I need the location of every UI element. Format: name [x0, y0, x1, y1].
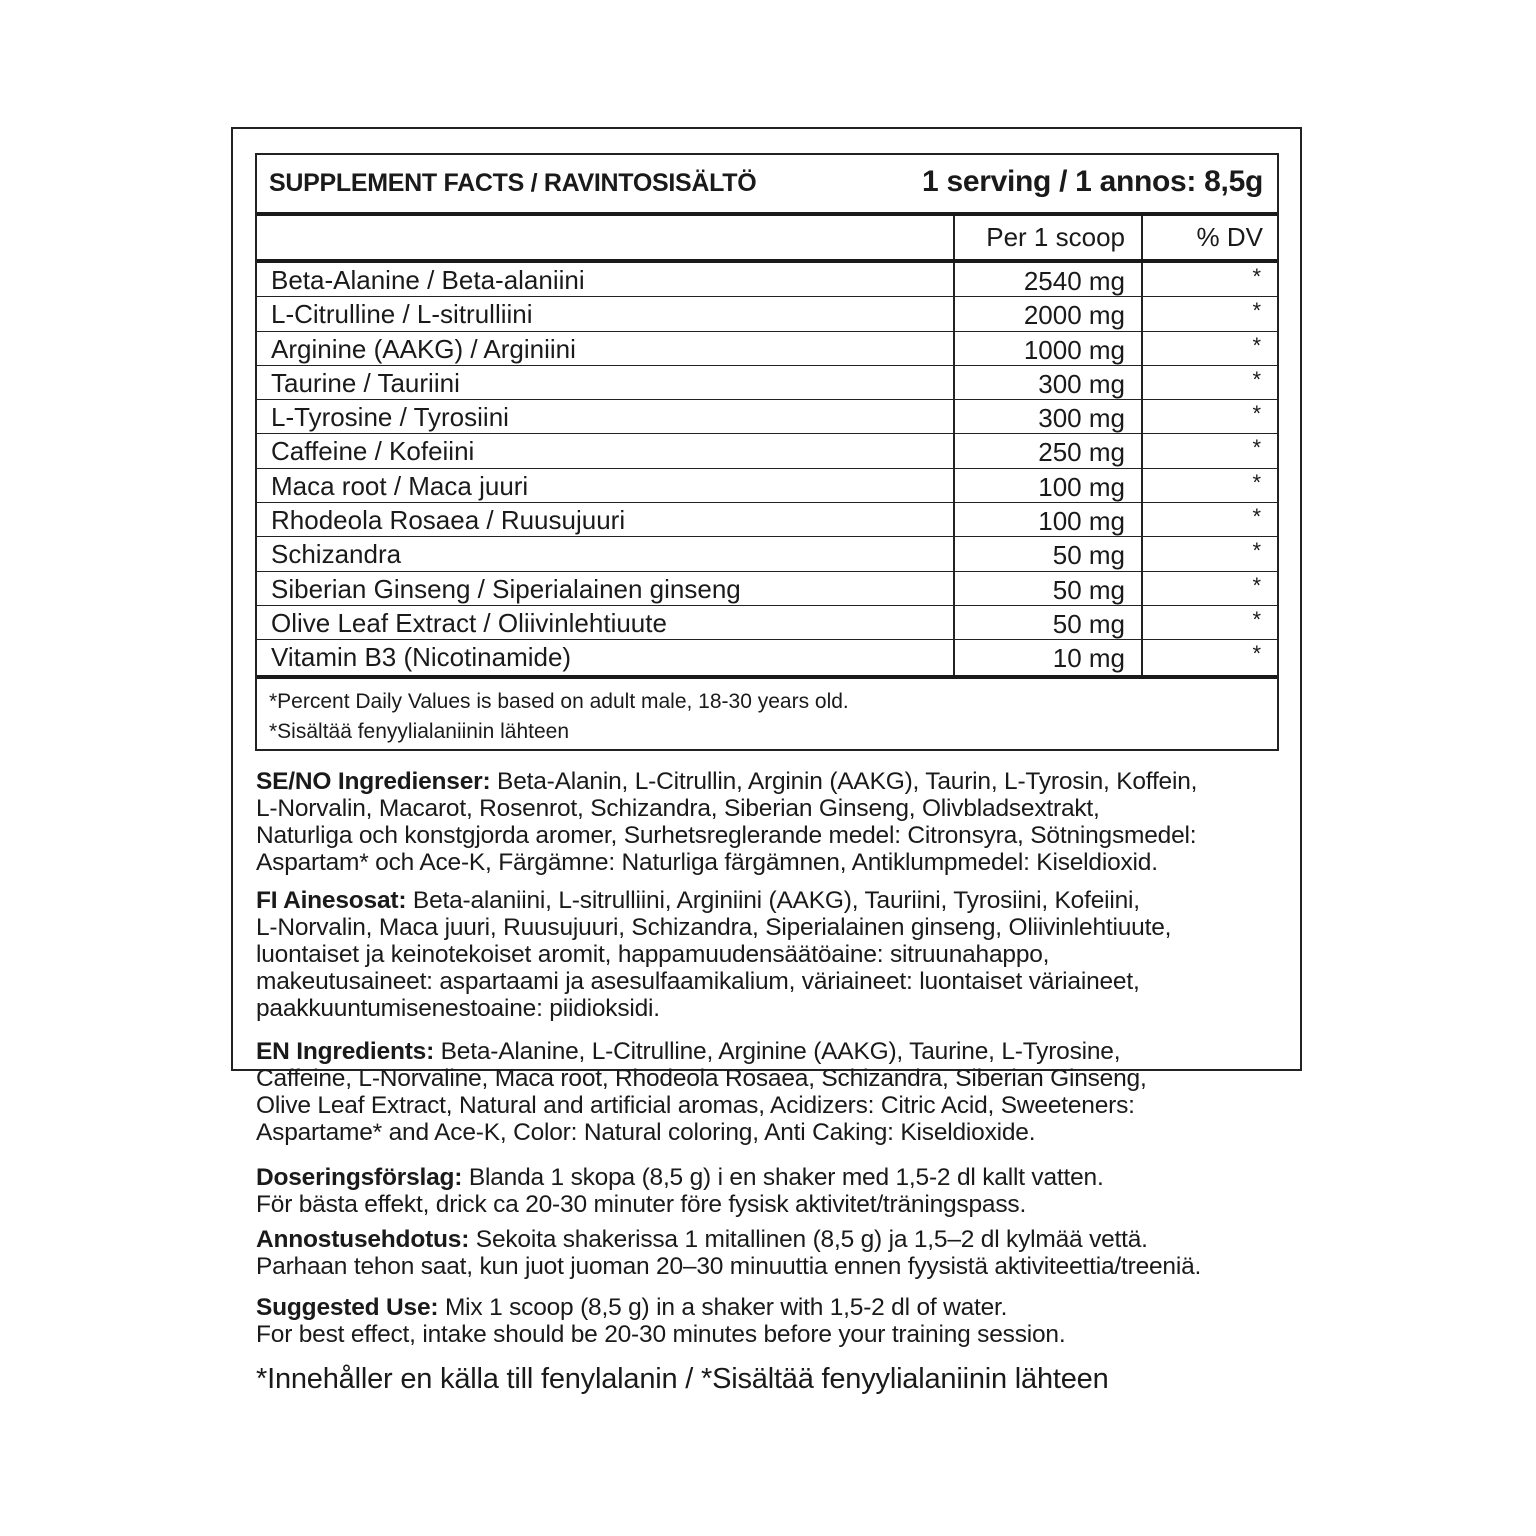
ingredient-amount: 2000 mg [953, 297, 1139, 330]
ingredients-en-label: EN Ingredients: [256, 1038, 435, 1065]
ingredients-en-text: Aspartame* and Ace-K, Color: Natural coloring, Anti Caking: Kiseldioxide. [256, 1119, 1036, 1146]
ingredients-se-text: Aspartam* och Ace-K, Färgämne: Naturliga färgämnen, Antiklumpmedel: Kiseldioxid. [256, 849, 1158, 876]
ingredient-dv: * [1141, 537, 1277, 570]
ingredient-name: Rhodeola Rosaea / Ruusujuuri [271, 505, 626, 536]
ingredient-name: Caffeine / Kofeiini [271, 436, 475, 467]
ingredients-se-text: Naturliga och konstgjorda aromer, Surhetsreglerande medel: Citronsyra, Sötningsmedel: [256, 822, 1197, 849]
dosage-en-text: Mix 1 scoop (8,5 g) in a shaker with 1,5-2 dl of water. [438, 1294, 1008, 1321]
ingredients-se-label: SE/NO Ingredienser: [256, 768, 491, 795]
column-header-row [257, 216, 1277, 259]
dosage-se-text: För bästa effekt, drick ca 20-30 minuter före fysisk aktivitet/träningspass. [256, 1191, 1027, 1218]
divider [257, 675, 1277, 679]
dosage-fi [256, 1226, 1302, 1280]
dosage-en [256, 1294, 1302, 1348]
ingredient-dv: * [1141, 434, 1277, 467]
ingredients-en-text: Caffeine, L-Norvaline, Maca root, Rhodeola Rosaea, Schizandra, Siberian Ginseng, [256, 1065, 1147, 1092]
ingredient-dv: * [1141, 263, 1277, 296]
dosage-fi-text: Sekoita shakerissa 1 mitallinen (8,5 g) ja 1,5–2 dl kylmää vettä. [469, 1226, 1148, 1253]
phenylalanine-warning: *Innehåller en källa till fenylalanin / *Sisältää fenyylialaniinin lähteen [256, 1363, 1109, 1395]
ingredients-en [256, 1038, 1302, 1146]
table-row [257, 572, 1277, 606]
ingredient-dv: * [1141, 606, 1277, 639]
ingredient-amount: 50 mg [953, 537, 1139, 570]
table-row [257, 503, 1277, 537]
ingredient-name: Siberian Ginseng / Siperialainen ginseng [271, 573, 741, 604]
ingredients-se-text: L-Norvalin, Macarot, Rosenrot, Schizandra, Siberian Ginseng, Olivbladsextrakt, [256, 795, 1100, 822]
ingredient-name: Maca root / Maca juuri [271, 470, 529, 501]
dosage-en-label: Suggested Use: [256, 1294, 439, 1321]
table-row [257, 400, 1277, 434]
dosage-se-text: Blanda 1 skopa (8,5 g) i en shaker med 1,5-2 dl kallt vatten. [462, 1164, 1104, 1191]
dosage-se [256, 1164, 1302, 1218]
ingredient-dv: * [1141, 332, 1277, 365]
dosage-se-label: Doseringsförslag: [256, 1164, 463, 1191]
ingredient-amount: 300 mg [953, 400, 1139, 433]
ingredients-se-no [256, 768, 1302, 876]
ingredients-fi [256, 887, 1302, 1022]
table-row [257, 434, 1277, 468]
dosage-fi-label: Annostusehdotus: [256, 1226, 470, 1253]
ingredients-fi-text: luontaiset ja keinotekoiset aromit, happamuudensäätöaine: sitruunahappo, [256, 941, 1050, 968]
ingredient-amount: 100 mg [953, 503, 1139, 536]
table-row [257, 332, 1277, 366]
column-header-dv: % DV [1141, 216, 1277, 259]
dv-footnote: *Percent Daily Values is based on adult male, 18-30 years old. [269, 690, 849, 713]
ingredient-amount: 1000 mg [953, 332, 1139, 365]
ingredient-dv: * [1141, 297, 1277, 330]
ingredient-name: Vitamin B3 (Nicotinamide) [271, 642, 572, 673]
table-row [257, 640, 1277, 674]
ingredients-en-text: Olive Leaf Extract, Natural and artificial aromas, Acidizers: Citric Acid, Sweeteners: [256, 1092, 1135, 1119]
ingredients-en-text: Beta-Alanine, L-Citrulline, Arginine (AAKG), Taurine, L-Tyrosine, [434, 1038, 1121, 1065]
table-row [257, 469, 1277, 503]
facts-title: SUPPLEMENT FACTS / RAVINTOSISÄLTÖ [269, 169, 757, 197]
table-row [257, 537, 1277, 571]
ingredients-fi-text: makeutusaineet: aspartaami ja asesulfaamikalium, väriaineet: luontaiset väriaineet, [256, 968, 1140, 995]
phenylalanine-footnote: *Sisältää fenyylialaniinin lähteen [269, 720, 570, 743]
supplement-facts-table [255, 153, 1279, 751]
ingredients-se-text: Beta-Alanin, L-Citrullin, Arginin (AAKG), Taurin, L-Tyrosin, Koffein, [490, 768, 1198, 795]
ingredient-dv: * [1141, 503, 1277, 536]
ingredient-amount: 2540 mg [953, 263, 1139, 296]
table-row [257, 263, 1277, 297]
ingredient-name: L-Citrulline / L-sitrulliini [271, 299, 533, 330]
table-row [257, 366, 1277, 400]
dosage-fi-text: Parhaan tehon saat, kun juot juoman 20–30 minuuttia ennen fyysistä aktiviteettia/treeniä. [256, 1253, 1202, 1280]
ingredient-dv: * [1141, 572, 1277, 605]
ingredient-amount: 50 mg [953, 572, 1139, 605]
ingredient-dv: * [1141, 400, 1277, 433]
ingredient-amount: 300 mg [953, 366, 1139, 399]
ingredient-amount: 10 mg [953, 640, 1139, 674]
ingredients-fi-text: paakkuuntumisenestoaine: piidioksidi. [256, 995, 660, 1022]
ingredients-fi-text: Beta-alaniini, L-sitrulliini, Arginiini (AAKG), Tauriini, Tyrosiini, Kofeiini, [406, 887, 1140, 914]
ingredients-fi-text: L-Norvalin, Maca juuri, Ruusujuuri, Schizandra, Siperialainen ginseng, Oliivinlehtiuute, [256, 914, 1172, 941]
ingredient-amount: 50 mg [953, 606, 1139, 639]
ingredient-name: Arginine (AAKG) / Arginiini [271, 333, 576, 364]
serving-size: 1 serving / 1 annos: 8,5g [922, 165, 1263, 198]
ingredient-name: Beta-Alanine / Beta-alaniini [271, 265, 585, 295]
ingredient-dv: * [1141, 640, 1277, 674]
ingredient-name: Taurine / Tauriini [271, 367, 460, 398]
ingredient-dv: * [1141, 469, 1277, 502]
facts-header [257, 155, 1277, 213]
ingredient-dv: * [1141, 366, 1277, 399]
facts-rows [257, 263, 1277, 675]
table-row [257, 606, 1277, 640]
ingredient-name: Olive Leaf Extract / Oliivinlehtiuute [271, 607, 667, 638]
ingredients-fi-label: FI Ainesosat: [256, 887, 407, 914]
table-row [257, 297, 1277, 331]
ingredient-amount: 100 mg [953, 469, 1139, 502]
ingredient-name: Schizandra [271, 539, 402, 570]
column-header-per-scoop: Per 1 scoop [953, 216, 1139, 259]
ingredient-name: L-Tyrosine / Tyrosiini [271, 402, 509, 433]
dosage-en-text: For best effect, intake should be 20-30 minutes before your training session. [256, 1321, 1066, 1348]
ingredient-amount: 250 mg [953, 434, 1139, 467]
